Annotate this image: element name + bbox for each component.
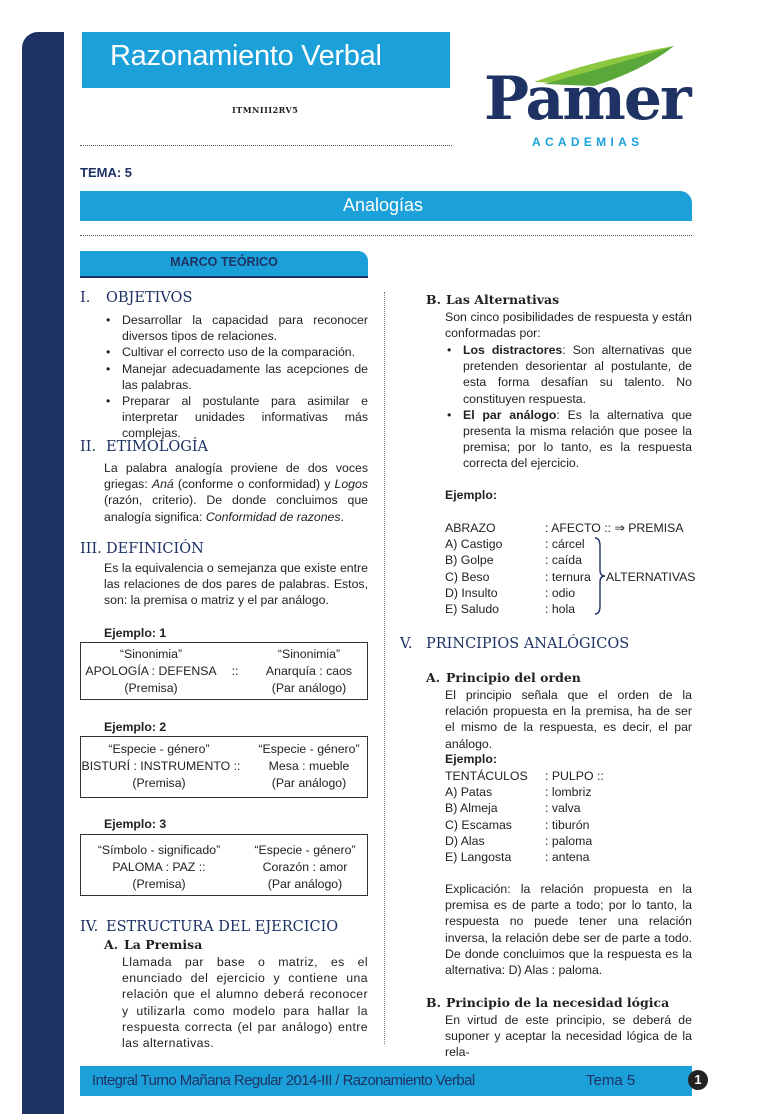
subsection-title: Las Alternativas — [446, 292, 560, 307]
pair-right: Corazón : amor — [262, 860, 348, 874]
section-title: ESTRUCTURA DEL EJERCICIO — [106, 919, 339, 935]
option-left: B) Golpe — [445, 553, 494, 567]
option-right: : paloma — [545, 834, 593, 848]
subsection-title: Principio de la necesidad lógica — [446, 995, 670, 1010]
list-item: • Preparar al postulante para asimilar e interpretar unidades informativas más complejas. — [104, 393, 368, 442]
option-left: B) Almeja — [445, 801, 498, 815]
option-left: C) Beso — [445, 570, 490, 584]
option-row — [445, 800, 692, 816]
section-title: ETIMOLOGÍA — [106, 439, 209, 455]
logo-wordmark: Pamer — [484, 64, 690, 134]
subsection-number: A. — [104, 937, 119, 952]
text-run-italic: Conformidad de razones — [205, 509, 341, 524]
subsection-number: B. — [426, 292, 441, 307]
option-left: D) Alas — [445, 834, 485, 848]
text-run: La palabra analogía proviene de dos voces griegas: — [104, 461, 368, 492]
subsection-necesidad-logica — [426, 995, 669, 1010]
option-right: : valva — [545, 801, 581, 815]
text-run: (conforme o conformidad) y — [173, 477, 335, 492]
marco-teorico-band — [80, 251, 368, 276]
ejemplo-label: Ejemplo: 1 — [104, 626, 167, 640]
explicacion-text: Explicación: la relación propuesta en la premisa es de parte a todo; por lo tanto, la respuesta no puede tener una relación inversa, la relación debe ser de parte a todo. De donde concluimos que la respuesta es la alternativa: D) Alas : paloma. — [445, 882, 692, 978]
subsection-premisa — [104, 937, 202, 952]
section-number: IV. — [80, 919, 99, 935]
ejemplo-box — [80, 834, 368, 896]
header-divider — [80, 145, 452, 146]
pair-left: PALOMA : PAZ :: — [112, 860, 206, 874]
option-right: : antena — [545, 850, 590, 864]
ejemplo-box — [80, 642, 368, 700]
premisa-text: Llamada par base o matriz, es el enunciado del ejercicio y contiene una relación que el alumno deberá reconocer y utilizarla como modelo para hallar la respuesta correcta (el par análogo) entre las alternativas. — [122, 955, 368, 1051]
section-title: DEFINICIÓN — [106, 541, 204, 557]
option-left: E) Langosta — [445, 850, 512, 864]
tag-left: (Premisa) — [132, 877, 186, 891]
bold-term: Los distractores — [463, 343, 563, 357]
tema-label: TEMA: 5 — [80, 165, 132, 180]
tema-band — [80, 191, 692, 221]
pair-left: BISTURÍ : INSTRUMENTO :: — [81, 759, 241, 773]
option-right: : tiburón — [545, 818, 590, 832]
text-run-italic: Aná — [151, 477, 174, 492]
ejemplo-label: Ejemplo: — [445, 488, 497, 502]
option-right: : ternura — [545, 570, 591, 584]
option-row — [445, 784, 692, 800]
list-item — [445, 407, 692, 472]
section-etimologia — [80, 439, 208, 455]
option-row — [445, 817, 692, 833]
tag-left: (Premisa) — [132, 776, 186, 790]
footer-course-band — [80, 1066, 506, 1096]
premise-row — [445, 520, 692, 536]
pair-left: APOLOGÍA : DEFENSA — [85, 664, 217, 678]
premise-row — [445, 768, 692, 784]
option-row — [445, 849, 692, 865]
marco-teorico-title: MARCO TEÓRICO — [170, 255, 278, 269]
objetivos-list — [104, 312, 368, 442]
subsection-title: La Premisa — [124, 937, 203, 952]
header-title: Razonamiento Verbal — [110, 40, 382, 72]
subsection-title: Principio del orden — [446, 670, 581, 685]
necesidad-logica-text: En virtud de este principio, se deberá de suponer y aceptar la necesidad lógica de la rela- — [445, 1013, 692, 1060]
option-left: D) Insulto — [445, 586, 498, 600]
option-right: : cárcel — [545, 537, 585, 551]
option-left: A) Castigo — [445, 537, 503, 551]
relation-right: “Especie - género” — [254, 843, 356, 857]
option-right: : hola — [545, 602, 576, 616]
relation-right: “Especie - género” — [258, 742, 360, 756]
option-row — [445, 833, 692, 849]
tema-divider — [80, 235, 692, 236]
footer — [80, 1066, 692, 1096]
footer-course: Integral Turno Mañana Regular 2014-III / Razonamiento Verbal — [92, 1072, 475, 1089]
text-run: : Es la alternativa que presenta la misma relación que posee la premisa; por lo tanto, es la respuesta correcta del ejercicio. — [463, 407, 692, 471]
tema-title: Analogías — [343, 195, 424, 215]
list-item — [445, 342, 692, 407]
tag-right: (Par análogo) — [271, 776, 347, 790]
section-principios — [400, 636, 629, 652]
option-left: E) Saludo — [445, 602, 500, 616]
footer-tema: Tema 5 — [586, 1072, 636, 1089]
ejemplo-label: Ejemplo: 3 — [104, 817, 167, 831]
list-item: • Cultivar el correcto uso de la comparación. — [104, 344, 368, 360]
right-brace-icon — [594, 536, 606, 616]
option-row — [445, 601, 692, 617]
option-right: : lombriz — [545, 785, 592, 799]
text-run: : Son alternativas que pretenden desorientar al postulante, de esta forma desafían su talento. No constituyen respuesta. — [463, 343, 692, 406]
relation-left: “Símbolo - significado” — [97, 843, 221, 857]
ejemplo-label: Ejemplo: 2 — [104, 720, 167, 734]
text-run-italic: Logos — [334, 477, 368, 492]
marco-underline — [80, 276, 368, 278]
definicion-text: Es la equivalencia o semejanza que existe entre las relaciones de dos pares de palabras. Estos, son: la premisa o matriz y el par análogo. — [104, 561, 368, 608]
list-item: • Manejar adecuadamente las acepciones de las palabras. — [104, 361, 368, 393]
premise-left: ABRAZO — [445, 521, 496, 535]
option-right: : caída — [545, 553, 582, 567]
page-number: 1 — [688, 1070, 708, 1090]
option-right: : odio — [545, 586, 576, 600]
pamer-logo — [484, 40, 694, 150]
subsection-number: B. — [426, 995, 441, 1010]
section-number: III. — [80, 541, 102, 557]
column-divider — [384, 292, 385, 1044]
relation-left: “Especie - género” — [108, 742, 210, 756]
relation-right: “Sinonimia” — [277, 647, 341, 661]
etimologia-text — [104, 460, 368, 525]
section-title: PRINCIPIOS ANALÓGICOS — [426, 636, 630, 652]
section-number: II. — [80, 439, 97, 455]
section-objetivos — [80, 290, 192, 306]
option-left: A) Patas — [445, 785, 493, 799]
option-row — [445, 585, 692, 601]
option-row — [445, 536, 692, 552]
tag-left: (Premisa) — [124, 681, 178, 695]
premise-right: : AFECTO :: ⇒ PREMISA — [545, 521, 684, 535]
section-number: V. — [400, 636, 413, 652]
premise-left: TENTÁCULOS — [445, 769, 528, 783]
document-code: ITMNIII2RV5 — [232, 105, 299, 115]
alternativas-intro: Son cinco posibilidades de respuesta y están conformadas por: — [445, 310, 692, 341]
section-estructura — [80, 919, 338, 935]
side-bar — [22, 32, 64, 1114]
header-title-band — [82, 32, 450, 88]
ejemplo-box — [80, 736, 368, 798]
text-run: (razón, criterio). De donde concluimos que analogía significa: — [104, 493, 368, 524]
pair-right: Mesa : mueble — [268, 759, 350, 773]
logo-subtitle: ACADEMIAS — [532, 135, 644, 149]
brace-label: ALTERNATIVAS — [606, 570, 696, 584]
bold-term: El par análogo — [463, 407, 557, 422]
tag-right: (Par análogo) — [267, 877, 343, 891]
subsection-principio-orden — [426, 670, 581, 685]
section-number: I. — [80, 290, 91, 306]
ejemplo-label: Ejemplo: — [445, 752, 497, 766]
pair-right: Anarquía : caos — [265, 664, 353, 678]
subsection-number: A. — [426, 670, 441, 685]
option-row — [445, 552, 692, 568]
tag-right: (Par análogo) — [271, 681, 347, 695]
option-row — [445, 569, 696, 585]
list-item: • Desarrollar la capacidad para reconocer diversos tipos de relaciones. — [104, 312, 368, 344]
section-definicion — [80, 541, 204, 557]
subsection-alternativas — [426, 292, 559, 307]
premise-right: : PULPO :: — [545, 769, 604, 783]
text-run: . — [340, 509, 344, 524]
pair-separator: :: — [231, 664, 239, 678]
option-left: C) Escamas — [445, 818, 512, 832]
footer-tema-band — [506, 1066, 692, 1096]
relation-left: “Sinonimia” — [119, 647, 183, 661]
principio-orden-text: El principio señala que el orden de la relación propuesta en la premisa, ha de ser el mismo de la respuesta, es decir, el par análogo. — [445, 688, 692, 751]
section-title: OBJETIVOS — [106, 290, 193, 306]
alternativas-list — [445, 342, 692, 472]
